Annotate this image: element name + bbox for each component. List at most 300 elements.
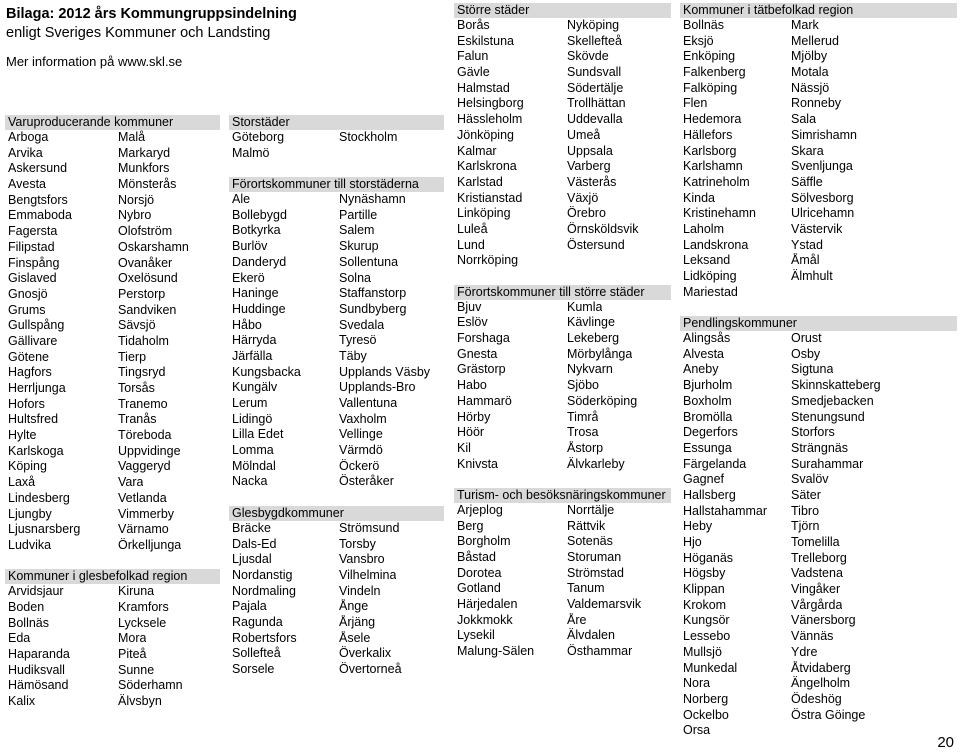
municipality-row <box>454 566 671 582</box>
municipality-name: Kungsbacka <box>232 364 301 379</box>
municipality-row <box>680 34 957 50</box>
municipality-name: Karlskoga <box>8 443 64 458</box>
municipality-name: Bollnäs <box>8 615 49 630</box>
municipality-name: Smedjebacken <box>791 393 874 408</box>
municipality-name: Umeå <box>567 127 601 142</box>
municipality-row <box>5 444 220 460</box>
municipality-row <box>454 347 671 363</box>
municipality-name: Ockelbo <box>683 707 729 722</box>
municipality-row <box>454 315 671 331</box>
municipality-name: Arvidsjaur <box>8 584 64 599</box>
municipality-name: Vansbro <box>339 552 385 567</box>
municipality-row <box>454 597 671 613</box>
municipality-name: Tranemo <box>118 396 168 411</box>
municipality-name: Överkalix <box>339 646 392 661</box>
municipality-name: Kinda <box>683 190 715 205</box>
municipality-name: Bollebygd <box>232 207 287 222</box>
municipality-name: Härryda <box>232 333 277 348</box>
municipality-row <box>454 300 671 316</box>
municipality-row <box>229 615 444 631</box>
municipality-name: Grums <box>8 302 46 317</box>
municipality-name: Gotland <box>457 581 501 596</box>
municipality-name: Lessebo <box>683 629 731 644</box>
municipality-name: Lidingö <box>232 411 273 426</box>
municipality-name: Rättvik <box>567 518 606 533</box>
municipality-row <box>680 566 957 582</box>
municipality-name: Torsås <box>118 381 155 395</box>
municipality-row <box>229 333 444 349</box>
municipality-name: Älmhult <box>791 269 833 283</box>
municipality-name: Partille <box>339 207 378 222</box>
municipality-row <box>229 318 444 334</box>
municipality-name: Tingsryd <box>118 365 166 380</box>
municipality-row <box>5 663 220 679</box>
municipality-name: Örnsköldsvik <box>567 221 639 236</box>
municipality-name: Götene <box>8 349 50 364</box>
municipality-row <box>680 81 957 97</box>
municipality-row <box>680 629 957 645</box>
municipality-name: Mark <box>791 18 819 32</box>
municipality-name: Ovanåker <box>118 255 173 270</box>
municipality-row <box>680 425 957 441</box>
municipality-row <box>229 412 444 428</box>
municipality-name: Svedala <box>339 317 385 332</box>
municipality-name: Leksand <box>683 253 731 268</box>
column-2 <box>229 115 444 678</box>
municipality-name: Heby <box>683 519 713 534</box>
municipality-row <box>454 65 671 81</box>
municipality-name: Ödeshög <box>791 691 842 706</box>
municipality-name: Lerum <box>232 396 268 410</box>
municipality-name: Östra Göinge <box>791 707 866 722</box>
municipality-row <box>5 475 220 491</box>
municipality-name: Ystad <box>791 237 823 252</box>
municipality-name: Haninge <box>232 286 279 301</box>
municipality-name: Upplands-Bro <box>339 380 416 395</box>
municipality-name: Köping <box>8 459 47 474</box>
municipality-name: Gnesta <box>457 346 498 361</box>
municipality-row <box>229 365 444 381</box>
municipality-name: Strömstad <box>567 565 624 580</box>
municipality-name: Piteå <box>118 647 147 661</box>
municipality-row <box>680 519 957 535</box>
municipality-name: Falkenberg <box>683 65 746 80</box>
municipality-name: Klippan <box>683 582 725 597</box>
municipality-row <box>229 380 444 396</box>
municipality-name: Sunne <box>118 662 155 677</box>
municipality-row <box>229 459 444 475</box>
municipality-name: Vännäs <box>791 629 834 644</box>
municipality-name: Högsby <box>683 566 726 581</box>
municipality-name: Gävle <box>457 65 490 80</box>
municipality-name: Borgholm <box>457 534 511 549</box>
municipality-name: Lund <box>457 237 485 252</box>
municipality-name: Norrköping <box>457 253 519 268</box>
municipality-row <box>454 362 671 378</box>
municipality-row <box>5 365 220 381</box>
municipality-name: Arjeplog <box>457 502 503 517</box>
municipality-name: Tierp <box>118 349 147 364</box>
municipality-name: Ljusdal <box>232 552 272 567</box>
municipality-name: Söderhamn <box>118 678 183 693</box>
municipality-row <box>680 598 957 614</box>
group-header: Turism- och besöksnäringskommuner <box>454 488 671 503</box>
municipality-row <box>229 427 444 443</box>
municipality-row <box>454 112 671 128</box>
municipality-row <box>229 646 444 662</box>
municipality-row <box>5 318 220 334</box>
group-header: Förortskommuner till storstäderna <box>229 177 444 192</box>
municipality-name: Boxholm <box>683 393 732 408</box>
municipality-name: Sundsvall <box>567 65 622 80</box>
municipality-row <box>680 582 957 598</box>
municipality-name: Göteborg <box>232 130 285 144</box>
municipality-name: Höganäs <box>683 550 734 565</box>
municipality-row <box>229 208 444 224</box>
municipality-name: Landskrona <box>683 237 749 252</box>
municipality-name: Borås <box>457 18 490 32</box>
municipality-row <box>229 631 444 647</box>
municipality-name: Kristinehamn <box>683 206 756 221</box>
municipality-name: Avesta <box>8 177 46 192</box>
municipality-name: Tanum <box>567 581 605 596</box>
municipality-name: Trosa <box>567 425 599 440</box>
municipality-row <box>454 238 671 254</box>
municipality-name: Töreboda <box>118 428 172 443</box>
municipality-row <box>5 271 220 287</box>
municipality-row <box>5 208 220 224</box>
municipality-row <box>229 146 444 162</box>
group-header: Kommuner i tätbefolkad region <box>680 3 957 18</box>
municipality-row <box>680 238 957 254</box>
municipality-row <box>454 581 671 597</box>
municipality-name: Mariestad <box>683 284 738 299</box>
municipality-name: Bräcke <box>232 520 271 535</box>
municipality-name: Karlskrona <box>457 159 517 174</box>
municipality-name: Vaggeryd <box>118 459 171 474</box>
municipality-row <box>454 378 671 394</box>
municipality-row <box>680 144 957 160</box>
municipality-name: Askersund <box>8 161 68 176</box>
group-header: Varuproducerande kommuner <box>5 115 220 130</box>
municipality-name: Haparanda <box>8 647 70 661</box>
municipality-row <box>454 441 671 457</box>
column-1 <box>5 115 220 710</box>
municipality-name: Båstad <box>457 550 496 564</box>
municipality-row <box>229 302 444 318</box>
municipality-row <box>229 349 444 365</box>
municipality-row <box>454 644 671 660</box>
municipality-row <box>5 177 220 193</box>
municipality-name: Vetlanda <box>118 490 167 505</box>
municipality-name: Hammarö <box>457 393 512 408</box>
municipality-row <box>454 253 671 269</box>
municipality-name: Staffanstorp <box>339 286 407 301</box>
municipality-row <box>229 255 444 271</box>
municipality-row <box>680 253 957 269</box>
municipality-name: Lomma <box>232 443 274 458</box>
municipality-name: Malå <box>118 130 146 144</box>
municipality-name: Gagnef <box>683 472 725 487</box>
municipality-row <box>229 537 444 553</box>
municipality-name: Nässjö <box>791 80 830 95</box>
municipality-row <box>5 538 220 554</box>
group-header: Förortskommuner till större städer <box>454 285 671 300</box>
municipality-name: Ängelholm <box>791 676 851 691</box>
municipality-name: Bromölla <box>683 409 733 424</box>
municipality-name: Nordmaling <box>232 583 296 598</box>
municipality-row <box>680 551 957 567</box>
group-header: Glesbygdkommuner <box>229 506 444 521</box>
municipality-name: Härjedalen <box>457 597 518 612</box>
municipality-name: Hultsfred <box>8 412 59 427</box>
municipality-name: Ljusnarsberg <box>8 522 81 537</box>
municipality-name: Kil <box>457 440 471 455</box>
municipality-name: Nordanstig <box>232 567 293 582</box>
municipality-name: Sundbyberg <box>339 301 407 316</box>
municipality-name: Enköping <box>683 49 736 64</box>
municipality-name: Åsele <box>339 630 371 645</box>
municipality-name: Arvika <box>8 145 43 160</box>
municipality-row <box>5 240 220 256</box>
municipality-name: Sandviken <box>118 302 177 317</box>
municipality-row <box>454 394 671 410</box>
municipality-row <box>229 443 444 459</box>
municipality-row <box>680 362 957 378</box>
municipality-name: Knivsta <box>457 456 498 471</box>
municipality-row <box>680 708 957 724</box>
municipality-name: Malmö <box>232 145 270 160</box>
municipality-row <box>680 692 957 708</box>
municipality-name: Uppvidinge <box>118 443 181 458</box>
municipality-row <box>454 175 671 191</box>
municipality-name: Tjörn <box>791 519 820 534</box>
group-header: Storstäder <box>229 115 444 130</box>
municipality-row <box>454 49 671 65</box>
municipality-row <box>229 662 444 678</box>
municipality-name: Tyresö <box>339 333 377 348</box>
municipality-row <box>5 256 220 272</box>
municipality-row <box>680 285 957 301</box>
municipality-name: Eslöv <box>457 315 488 330</box>
municipality-name: Kungälv <box>232 380 278 395</box>
municipality-name: Bollnäs <box>683 18 724 32</box>
municipality-name: Sjöbo <box>567 378 599 393</box>
municipality-row <box>454 159 671 175</box>
municipality-name: Falun <box>457 49 489 64</box>
municipality-row <box>5 412 220 428</box>
municipality-row <box>680 441 957 457</box>
municipality-name: Mörbylånga <box>567 346 633 361</box>
municipality-row <box>680 723 957 739</box>
municipality-name: Ulricehamn <box>791 206 855 221</box>
municipality-name: Södertälje <box>567 80 624 95</box>
municipality-name: Vimmerby <box>118 506 175 521</box>
municipality-row <box>229 521 444 537</box>
municipality-name: Hörby <box>457 409 491 424</box>
municipality-name: Svenljunga <box>791 159 853 174</box>
municipality-name: Gällivare <box>8 333 58 348</box>
municipality-name: Osby <box>791 346 821 361</box>
municipality-name: Hedemora <box>683 112 742 127</box>
municipality-name: Jokkmokk <box>457 612 513 627</box>
municipality-row <box>229 286 444 302</box>
municipality-name: Grästorp <box>457 362 506 377</box>
municipality-name: Ydre <box>791 644 818 659</box>
municipality-row <box>229 474 444 490</box>
municipality-name: Eda <box>8 631 31 646</box>
municipality-name: Mölndal <box>232 458 276 473</box>
municipality-name: Torsby <box>339 536 376 551</box>
municipality-name: Tidaholm <box>118 333 169 348</box>
municipality-name: Falköping <box>683 80 738 95</box>
municipality-name: Ånge <box>339 599 369 614</box>
municipality-name: Täby <box>339 348 367 363</box>
municipality-name: Surahammar <box>791 456 864 471</box>
municipality-name: Norsjö <box>118 192 155 207</box>
municipality-name: Varberg <box>567 159 611 174</box>
municipality-name: Strömsund <box>339 520 400 535</box>
municipality-name: Mellerud <box>791 33 839 48</box>
municipality-row <box>5 507 220 523</box>
municipality-name: Gnosjö <box>8 286 48 301</box>
municipality-name: Dals-Ed <box>232 536 277 551</box>
municipality-name: Ale <box>232 192 251 207</box>
municipality-name: Värmdö <box>339 443 383 458</box>
municipality-row <box>680 206 957 222</box>
municipality-name: Finspång <box>8 255 60 270</box>
municipality-name: Ekerö <box>232 270 265 285</box>
municipality-row <box>454 331 671 347</box>
info-text: Mer information på www.skl.se <box>6 54 183 69</box>
municipality-name: Mjölby <box>791 49 828 64</box>
municipality-name: Vingåker <box>791 582 841 597</box>
municipality-row <box>680 472 957 488</box>
municipality-name: Storuman <box>567 550 622 564</box>
municipality-name: Trollhättan <box>567 96 626 111</box>
municipality-row <box>454 628 671 644</box>
municipality-name: Ljungby <box>8 506 52 521</box>
municipality-name: Trelleborg <box>791 550 847 565</box>
municipality-name: Munkfors <box>118 161 170 176</box>
spacer <box>5 554 220 570</box>
municipality-name: Åre <box>567 612 587 627</box>
group-header: Större städer <box>454 3 671 18</box>
municipality-name: Övertorneå <box>339 662 402 676</box>
municipality-name: Åtvidaberg <box>791 660 851 675</box>
municipality-row <box>680 394 957 410</box>
municipality-name: Strängnäs <box>791 440 848 455</box>
municipality-name: Säffle <box>791 174 823 189</box>
municipality-name: Malung-Sälen <box>457 644 535 659</box>
municipality-name: Ragunda <box>232 614 283 629</box>
municipality-row <box>5 193 220 209</box>
municipality-name: Nacka <box>232 474 268 489</box>
municipality-name: Mönsterås <box>118 177 177 192</box>
municipality-row <box>680 676 957 692</box>
municipality-name: Bengtsfors <box>8 192 68 207</box>
municipality-name: Stockholm <box>339 130 398 144</box>
municipality-name: Karlsborg <box>683 143 737 158</box>
municipality-name: Kumla <box>567 299 603 314</box>
municipality-name: Hämösand <box>8 678 69 693</box>
municipality-name: Karlstad <box>457 174 503 189</box>
municipality-name: Nynäshamn <box>339 192 406 207</box>
municipality-name: Älvsbyn <box>118 694 162 709</box>
municipality-row <box>680 18 957 34</box>
municipality-name: Sollefteå <box>232 646 281 661</box>
municipality-name: Dorotea <box>457 565 502 580</box>
municipality-name: Alingsås <box>683 331 731 346</box>
municipality-row <box>229 396 444 412</box>
municipality-row <box>454 96 671 112</box>
municipality-row <box>454 18 671 34</box>
municipality-name: Solna <box>339 270 371 285</box>
municipality-name: Ronneby <box>791 96 842 111</box>
municipality-row <box>454 222 671 238</box>
municipality-row <box>5 459 220 475</box>
municipality-name: Salem <box>339 223 375 238</box>
page-subtitle: enligt Sveriges Kommuner och Landsting <box>6 25 271 41</box>
municipality-row <box>680 613 957 629</box>
municipality-name: Burlöv <box>232 239 268 254</box>
municipality-row <box>454 457 671 473</box>
municipality-name: Sävsjö <box>118 318 156 333</box>
municipality-name: Degerfors <box>683 425 738 440</box>
spacer <box>680 300 957 316</box>
municipality-name: Robertsfors <box>232 630 297 645</box>
municipality-row <box>680 269 957 285</box>
municipality-row <box>5 334 220 350</box>
municipality-name: Söderköping <box>567 393 638 408</box>
group-header: Kommuner i glesbefolkad region <box>5 569 220 584</box>
municipality-name: Vilhelmina <box>339 567 397 582</box>
municipality-name: Norrtälje <box>567 502 615 517</box>
municipality-row <box>229 192 444 208</box>
municipality-name: Fagersta <box>8 224 58 239</box>
municipality-row <box>5 224 220 240</box>
municipality-name: Markaryd <box>118 145 171 160</box>
municipality-row <box>680 222 957 238</box>
column-4 <box>680 3 957 739</box>
municipality-row <box>680 661 957 677</box>
municipality-row <box>5 287 220 303</box>
municipality-name: Tranås <box>118 412 157 427</box>
municipality-name: Laholm <box>683 221 724 236</box>
municipality-row <box>229 599 444 615</box>
municipality-row <box>454 613 671 629</box>
municipality-row <box>680 645 957 661</box>
spacer <box>454 472 671 488</box>
municipality-row <box>5 631 220 647</box>
municipality-name: Arboga <box>8 130 49 144</box>
municipality-name: Värnamo <box>118 522 169 537</box>
municipality-row <box>454 191 671 207</box>
municipality-row <box>5 161 220 177</box>
municipality-name: Halmstad <box>457 80 510 95</box>
municipality-name: Lekeberg <box>567 331 620 346</box>
municipality-name: Kiruna <box>118 584 155 599</box>
municipality-name: Olofström <box>118 224 173 239</box>
municipality-name: Årjäng <box>339 614 376 629</box>
municipality-name: Tomelilla <box>791 535 840 549</box>
municipality-name: Orsa <box>683 723 711 738</box>
municipality-name: Emmaboda <box>8 208 72 223</box>
municipality-name: Östhammar <box>567 644 633 659</box>
municipality-name: Sollentuna <box>339 254 399 269</box>
municipality-name: Timrå <box>567 409 599 424</box>
municipality-name: Östersund <box>567 237 625 252</box>
